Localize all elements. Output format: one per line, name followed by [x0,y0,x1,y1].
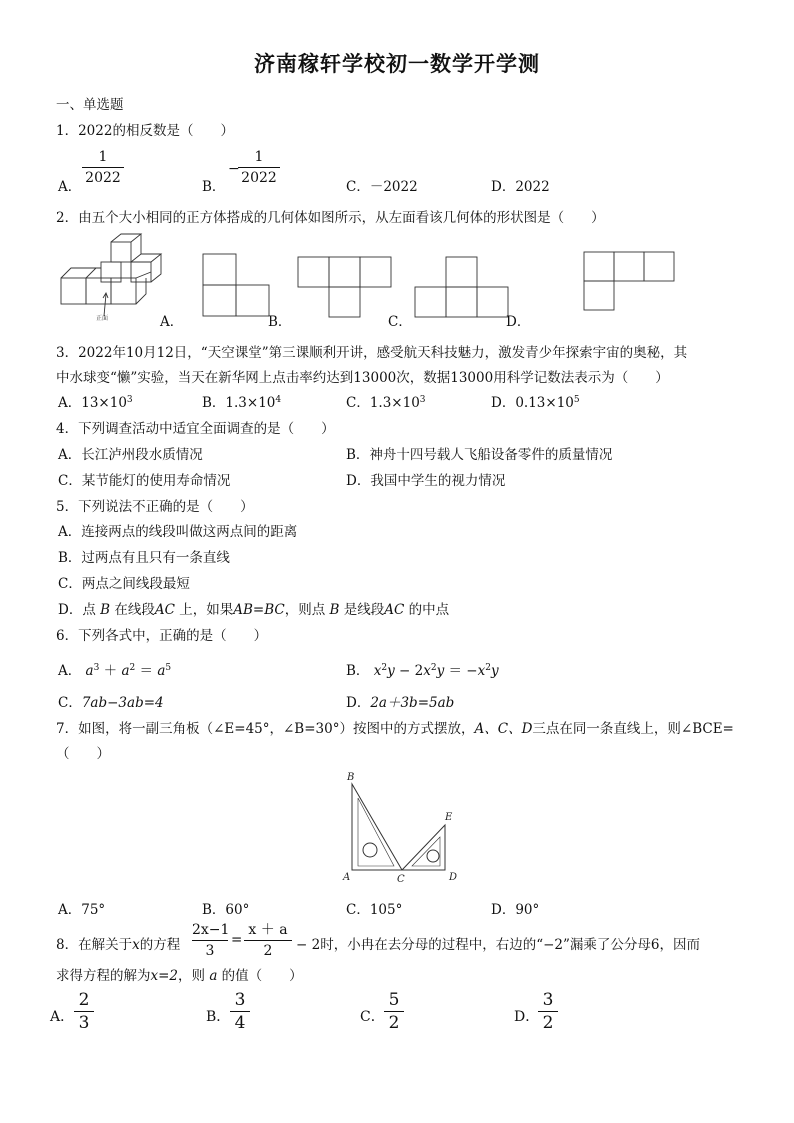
q8-option-b-fraction: 3 4 [230,990,250,1033]
section-heading: 一、单选题 [56,97,124,113]
q8-option-b-label: B． [206,1009,231,1025]
q4-option-b: B．神舟十四号载人飞船设备零件的质量情况 [346,447,613,463]
q7-triangle-figure [340,770,470,886]
q2-option-c-label: C． [388,314,412,330]
q2-front-label: 正面 [96,315,109,322]
q3-option-a: A．$13\times 10^3$ [58,395,133,411]
q1-a-numerator: 1 [98,149,108,165]
q5-option-c: C．两点之间线段最短 [58,576,190,592]
q7-label-b: B [347,772,355,783]
q1-option-b-fraction [238,148,280,187]
q8-option-d-label: D． [514,1009,540,1025]
q7-option-c: C．105° [346,902,403,918]
q2-stem: 2．由五个大小相同的正方体搭成的几何体如图所示，从左面看该几何体的形状图是（ ） [56,210,605,226]
q8-stem-tail: − 2时，小冉在去分母的过程中，右边的“−2”漏乘了公分母6，因而 [296,937,700,953]
q2-option-a-label: A． [160,314,184,330]
q7-label-e: E [445,812,453,823]
q1-option-c: C．－2022 [346,179,418,195]
q3-option-d: D．$0.13\times 10^5$ [491,395,580,411]
q8-option-d-fraction: 3 2 [538,990,558,1033]
q2-option-c-figure [414,256,510,318]
q1-a-denominator: 2022 [85,170,121,186]
q8-option-a-fraction: 2 3 [74,990,94,1033]
q8-option-c-fraction: 5 2 [384,990,404,1033]
q1-option-a-fraction [82,148,124,187]
q6-stem: 6．下列各式中，正确的是（ ） [56,628,268,644]
q2-option-a-figure [202,253,272,317]
q8-lhs-fraction: 2x−1 3 [192,922,230,959]
q5-stem: 5．下列说法不正确的是（ ） [56,499,254,515]
page-title: 济南稼轩学校初一数学开学测 [254,51,540,76]
q5-option-b: B．过两点有且只有一条直线 [58,550,230,566]
q1-b-denominator: 2022 [241,170,277,186]
q1-option-a-label: A． [58,179,82,195]
q7-label-d: D [449,872,458,883]
q2-option-d-label: D． [506,314,531,330]
q6-option-c: C．7ab−3ab=4 [58,695,164,711]
q8-stem-prefix: 8．在解关于x的方程 [56,937,181,953]
q7-label-c: C [397,874,405,885]
q2-option-b-label: B． [268,314,292,330]
q7-stem-line1: 7．如图，将一副三角板（∠E=45°，∠B=30°）按图中的方式摆放，A、C、D三点在同一条直线上，则∠BCE= [56,721,734,737]
q4-stem: 4．下列调查活动中适宜全面调查的是（ ） [56,421,335,437]
q7-label-a: A [343,872,351,883]
q2-option-d-figure [583,251,675,313]
q3-stem-line1: 3．2022年10月12日，“天空课堂”第三课顺利开讲，感受航天科技魅力，激发青少年探索宇宙的奥秘，其 [56,345,688,361]
q6-option-b: B． $x^2y - 2x^2y = -x^2y$ [346,663,499,679]
q2-option-b-figure [297,256,393,318]
q7-option-a: A．75° [58,902,106,918]
q7-stem-line2: （ ） [56,746,110,762]
q3-option-b: B．$1.3\times 10^4$ [202,395,282,411]
q1-option-b-label: B． [202,179,226,195]
q1-option-b-sign: − [228,161,240,177]
q1-b-numerator: 1 [254,149,264,165]
q8-rhs-fraction: x ＋ a 2 [244,921,292,960]
q5-option-a: A．连接两点的线段叫做这两点间的距离 [58,524,298,540]
q8-equals-sign: = [231,932,243,948]
q5-option-d: D．点 B 在线段AC 上，如果AB=BC，则点 B 是线段AC 的中点 [58,602,450,618]
q7-option-b: B．60° [202,902,250,918]
q8-option-c-label: C． [360,1009,385,1025]
q1-option-d: D．2022 [491,179,550,195]
q2-cube-solid-figure [56,232,166,324]
q3-option-c: C．$1.3\times 10^3$ [346,395,426,411]
q7-option-d: D．90° [491,902,540,918]
q6-option-a: A． $a^3 + a^2 = a^5$ [58,663,172,679]
q6-option-d: D．2a＋3b=5ab [346,695,455,711]
q4-option-a: A．长江泸州段水质情况 [58,447,203,463]
q4-option-d: D．我国中学生的视力情况 [346,473,506,489]
q1-stem: 1．2022的相反数是（ ） [56,123,234,139]
q8-stem-line2: 求得方程的解为x=2，则 a 的值（ ） [56,968,303,984]
q4-option-c: C．某节能灯的使用寿命情况 [58,473,231,489]
q8-option-a-label: A． [50,1009,75,1025]
q3-stem-line2: 中水球变“懒”实验，当天在新华网上点击率约达到13000次，数据13000用科学记数法表示为（ ） [56,370,669,386]
